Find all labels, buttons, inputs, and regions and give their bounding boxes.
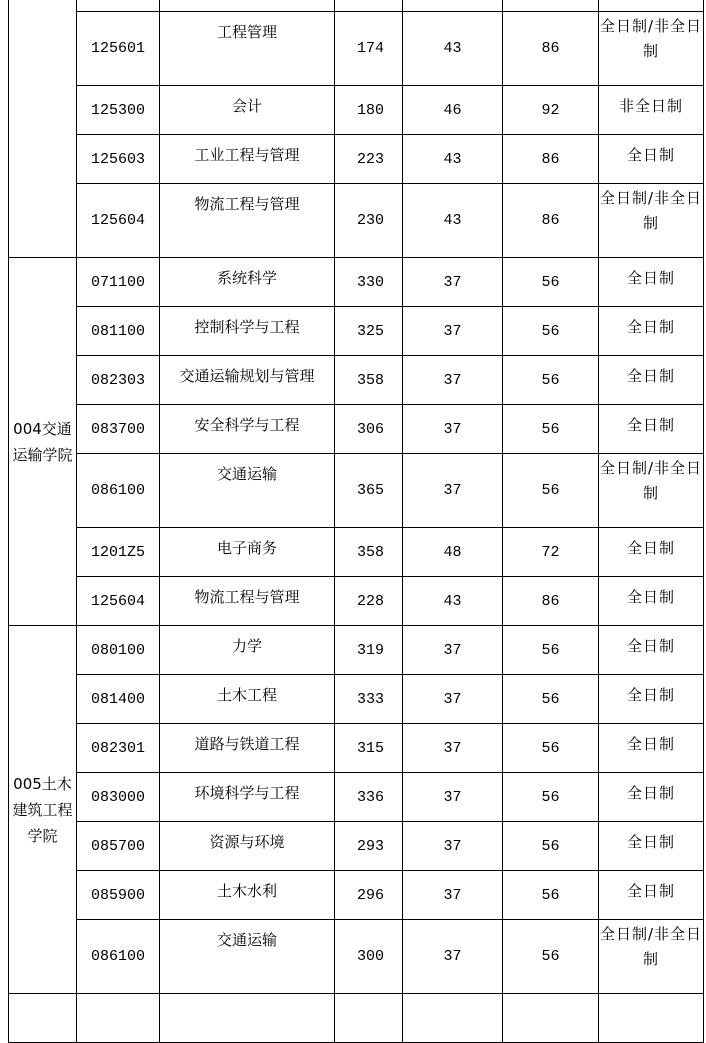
major-code-cell: 125604	[77, 184, 160, 258]
single-subject-100-cell: 43	[403, 577, 503, 626]
study-mode-cell: 全日制/非全日制	[599, 454, 704, 528]
major-code-cell: 125603	[77, 135, 160, 184]
total-score-line-cell: 306	[335, 405, 403, 454]
major-name-cell: 交通运输规划与管理	[160, 356, 335, 405]
total-score-line-cell: 300	[335, 920, 403, 994]
major-code-cell: 086100	[77, 454, 160, 528]
total-score-line-cell: 293	[335, 822, 403, 871]
single-subject-100-cell: 37	[403, 871, 503, 920]
table-row	[9, 356, 704, 405]
major-code-cell: 071100	[77, 258, 160, 307]
total-score-line-cell: 180	[335, 86, 403, 135]
major-name-cell: 交通运输	[160, 920, 335, 994]
college-cell: 005土木建筑工程学院	[9, 626, 77, 994]
table-row	[9, 258, 704, 307]
study-mode-cell: 非全日制	[599, 86, 704, 135]
major-name-cell: 交通运输	[160, 454, 335, 528]
study-mode-cell: 全日制	[599, 577, 704, 626]
single-subject-100-cell: 48	[403, 528, 503, 577]
single-subject-150-cell: 86	[503, 184, 599, 258]
major-name-cell: 物流工程与管理	[160, 184, 335, 258]
major-name-cell: 环境科学与工程	[160, 773, 335, 822]
single-subject-100-cell: 37	[403, 675, 503, 724]
major-code-cell: 083000	[77, 773, 160, 822]
study-mode-cell: 全日制	[599, 773, 704, 822]
table-row	[9, 135, 704, 184]
single-subject-100-cell: 37	[403, 822, 503, 871]
major-name-cell	[160, 0, 335, 12]
major-code-cell: 083700	[77, 405, 160, 454]
study-mode-cell: 全日制	[599, 528, 704, 577]
major-code-cell: 125604	[77, 577, 160, 626]
single-subject-150-cell: 56	[503, 454, 599, 528]
major-name-cell: 工业工程与管理	[160, 135, 335, 184]
study-mode-cell: 全日制	[599, 307, 704, 356]
table-row	[9, 12, 704, 86]
single-subject-100-cell: 37	[403, 920, 503, 994]
total-score-line-cell: 223	[335, 135, 403, 184]
single-subject-100-cell: 37	[403, 405, 503, 454]
single-subject-150-cell: 56	[503, 675, 599, 724]
major-code-cell: 082303	[77, 356, 160, 405]
single-subject-100-cell: 43	[403, 135, 503, 184]
major-code-cell: 081400	[77, 675, 160, 724]
total-score-line-cell: 319	[335, 626, 403, 675]
single-subject-150-cell: 56	[503, 356, 599, 405]
major-code-cell: 125300	[77, 86, 160, 135]
score-table-container	[8, 0, 704, 1043]
total-score-line-cell: 333	[335, 675, 403, 724]
major-code-cell: 080100	[77, 626, 160, 675]
single-subject-150-cell: 56	[503, 724, 599, 773]
single-subject-150-cell: 92	[503, 86, 599, 135]
table-row	[9, 626, 704, 675]
college-cell	[9, 994, 77, 1043]
table-row	[9, 577, 704, 626]
total-score-line-cell: 358	[335, 356, 403, 405]
study-mode-cell: 全日制	[599, 724, 704, 773]
major-name-cell: 物流工程与管理	[160, 577, 335, 626]
total-score-line-cell: 315	[335, 724, 403, 773]
major-code-cell: 086100	[77, 920, 160, 994]
table-row	[9, 871, 704, 920]
single-subject-150-cell: 56	[503, 258, 599, 307]
single-subject-100-cell: 37	[403, 356, 503, 405]
total-score-line-cell: 365	[335, 454, 403, 528]
college-cell: 004交通运输学院	[9, 258, 77, 626]
total-score-line-cell	[335, 0, 403, 12]
study-mode-cell: 全日制	[599, 405, 704, 454]
study-mode-cell: 全日制	[599, 822, 704, 871]
total-score-line-cell: 336	[335, 773, 403, 822]
table-body	[9, 0, 704, 1043]
table-row	[9, 822, 704, 871]
study-mode-cell: 全日制	[599, 871, 704, 920]
study-mode-cell: 全日制	[599, 626, 704, 675]
major-code-cell: 1201Z5	[77, 528, 160, 577]
total-score-line-cell	[335, 994, 403, 1043]
single-subject-100-cell: 37	[403, 773, 503, 822]
study-mode-cell: 全日制/非全日制	[599, 920, 704, 994]
major-name-cell	[160, 994, 335, 1043]
study-mode-cell: 全日制/非全日制	[599, 12, 704, 86]
table-row-partial	[9, 0, 704, 12]
single-subject-150-cell: 72	[503, 528, 599, 577]
single-subject-150-cell: 56	[503, 626, 599, 675]
single-subject-150-cell: 86	[503, 12, 599, 86]
single-subject-100-cell: 37	[403, 454, 503, 528]
study-mode-cell: 全日制	[599, 675, 704, 724]
single-subject-150-cell: 86	[503, 135, 599, 184]
major-name-cell: 会计	[160, 86, 335, 135]
study-mode-cell: 全日制	[599, 258, 704, 307]
single-subject-100-cell: 37	[403, 724, 503, 773]
table-row-partial	[9, 994, 704, 1043]
table-row	[9, 675, 704, 724]
table-row	[9, 184, 704, 258]
single-subject-100-cell: 43	[403, 184, 503, 258]
major-code-cell: 085900	[77, 871, 160, 920]
major-code-cell: 125601	[77, 12, 160, 86]
single-subject-150-cell	[503, 994, 599, 1043]
study-mode-cell: 全日制	[599, 135, 704, 184]
single-subject-150-cell: 56	[503, 871, 599, 920]
single-subject-150-cell: 56	[503, 405, 599, 454]
single-subject-150-cell: 56	[503, 822, 599, 871]
table-row	[9, 920, 704, 994]
major-name-cell: 力学	[160, 626, 335, 675]
total-score-line-cell: 228	[335, 577, 403, 626]
single-subject-100-cell	[403, 0, 503, 12]
total-score-line-cell: 325	[335, 307, 403, 356]
table-row	[9, 454, 704, 528]
single-subject-100-cell: 37	[403, 307, 503, 356]
total-score-line-cell: 296	[335, 871, 403, 920]
major-name-cell: 土木水利	[160, 871, 335, 920]
table-row	[9, 307, 704, 356]
single-subject-100-cell: 46	[403, 86, 503, 135]
admission-score-table	[8, 0, 704, 1043]
total-score-line-cell: 174	[335, 12, 403, 86]
single-subject-100-cell	[403, 994, 503, 1043]
total-score-line-cell: 230	[335, 184, 403, 258]
single-subject-100-cell: 37	[403, 626, 503, 675]
study-mode-cell	[599, 994, 704, 1043]
table-row	[9, 773, 704, 822]
major-name-cell: 系统科学	[160, 258, 335, 307]
table-row	[9, 528, 704, 577]
major-name-cell: 资源与环境	[160, 822, 335, 871]
single-subject-150-cell: 56	[503, 773, 599, 822]
major-code-cell: 081100	[77, 307, 160, 356]
single-subject-150-cell: 56	[503, 307, 599, 356]
total-score-line-cell: 358	[335, 528, 403, 577]
single-subject-100-cell: 43	[403, 12, 503, 86]
college-cell	[9, 0, 77, 258]
major-name-cell: 道路与铁道工程	[160, 724, 335, 773]
table-row	[9, 405, 704, 454]
major-name-cell: 安全科学与工程	[160, 405, 335, 454]
major-code-cell	[77, 0, 160, 12]
single-subject-150-cell: 56	[503, 920, 599, 994]
total-score-line-cell: 330	[335, 258, 403, 307]
study-mode-cell: 全日制/非全日制	[599, 184, 704, 258]
single-subject-150-cell: 86	[503, 577, 599, 626]
major-name-cell: 土木工程	[160, 675, 335, 724]
single-subject-100-cell: 37	[403, 258, 503, 307]
study-mode-cell	[599, 0, 704, 12]
major-code-cell: 085700	[77, 822, 160, 871]
major-code-cell: 082301	[77, 724, 160, 773]
table-row	[9, 86, 704, 135]
single-subject-150-cell	[503, 0, 599, 12]
major-name-cell: 控制科学与工程	[160, 307, 335, 356]
major-name-cell: 电子商务	[160, 528, 335, 577]
study-mode-cell: 全日制	[599, 356, 704, 405]
table-row	[9, 724, 704, 773]
major-code-cell	[77, 994, 160, 1043]
major-name-cell: 工程管理	[160, 12, 335, 86]
